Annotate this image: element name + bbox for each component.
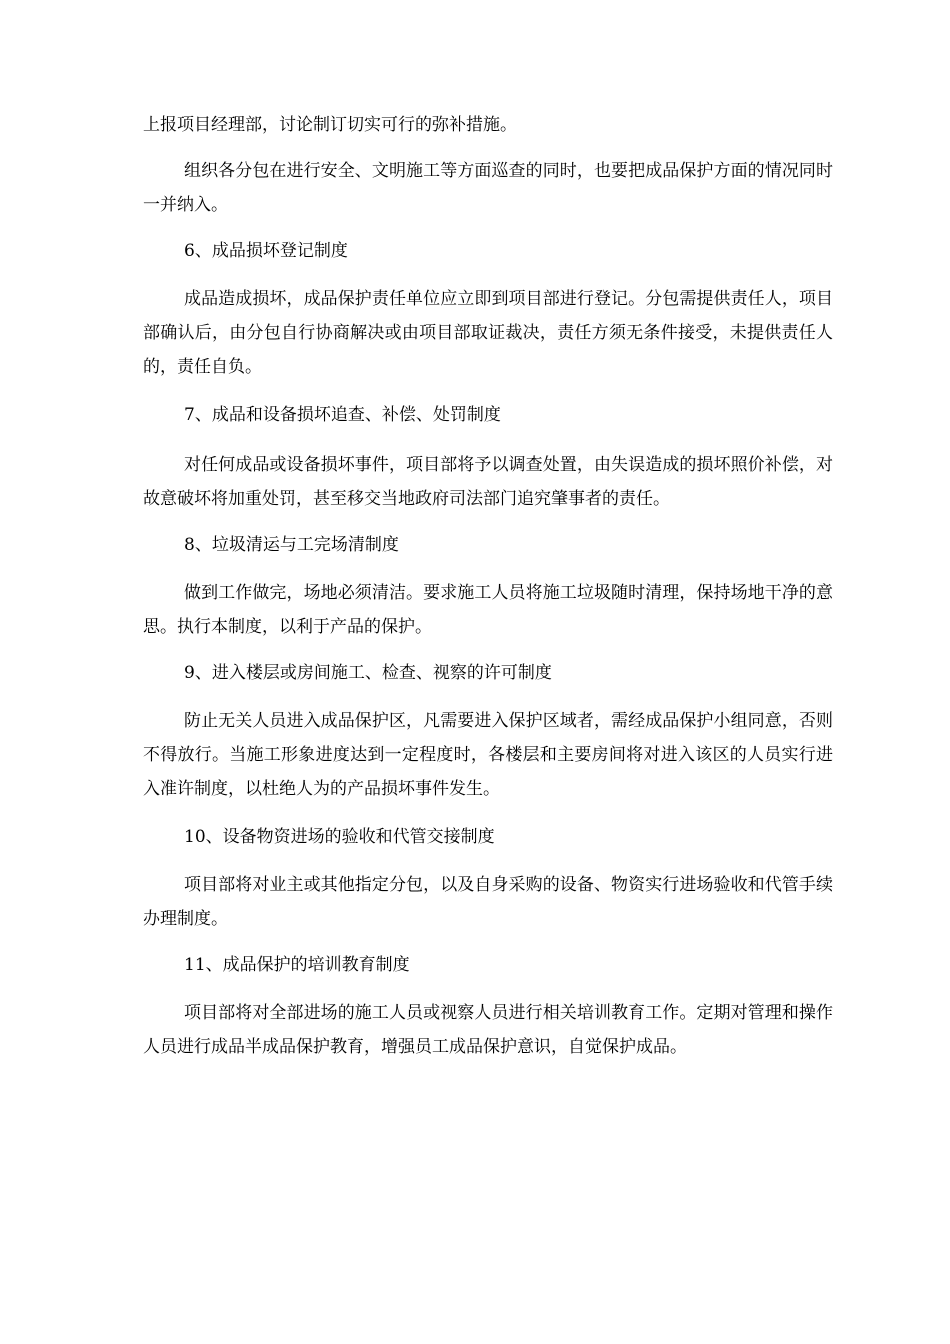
paragraph-compensation: 对任何成品或设备损坏事件，项目部将予以调查处置，由失误造成的损坏照价补偿，对故意破坏将加重处罚，甚至移交当地政府司法部门追究肇事者的责任。 [143,455,833,509]
heading-9: 9、进入楼层或房间施工、检查、视察的许可制度 [184,663,552,683]
heading-6: 6、成品损坏登记制度 [184,241,348,261]
heading-8: 8、垃圾清运与工完场清制度 [184,535,399,555]
heading-7: 7、成品和设备损坏追查、补偿、处罚制度 [184,405,501,425]
paragraph-inspection: 组织各分包在进行安全、文明施工等方面巡查的同时，也要把成品保护方面的情况同时一并纳入。 [143,161,833,215]
paragraph-training: 项目部将对全部进场的施工人员或视察人员进行相关培训教育工作。定期对管理和操作人员进行成品半成品保护教育，增强员工成品保护意识，自觉保护成品。 [143,1003,833,1057]
paragraph-access-permit: 防止无关人员进入成品保护区，凡需要进入保护区域者，需经成品保护小组同意，否则不得放行。当施工形象进度达到一定程度时，各楼层和主要房间将对进入该区的人员实行进入准许制度，以杜绝人为的产品损坏事件发生。 [143,711,833,799]
paragraph-acceptance: 项目部将对业主或其他指定分包，以及自身采购的设备、物资实行进场验收和代管手续办理制度。 [143,875,833,929]
paragraph-cleaning: 做到工作做完，场地必须清洁。要求施工人员将施工垃圾随时清理，保持场地干净的意思。执行本制度，以利于产品的保护。 [143,583,833,637]
paragraph-damage-registration: 成品造成损坏，成品保护责任单位应立即到项目部进行登记。分包需提供责任人，项目部确认后，由分包自行协商解决或由项目部取证裁决，责任方须无条件接受，未提供责任人的，责任自负。 [143,289,833,377]
paragraph-continuation: 上报项目经理部，讨论制订切实可行的弥补措施。 [143,115,517,135]
heading-11: 11、成品保护的培训教育制度 [184,955,410,975]
heading-10: 10、设备物资进场的验收和代管交接制度 [184,827,495,847]
